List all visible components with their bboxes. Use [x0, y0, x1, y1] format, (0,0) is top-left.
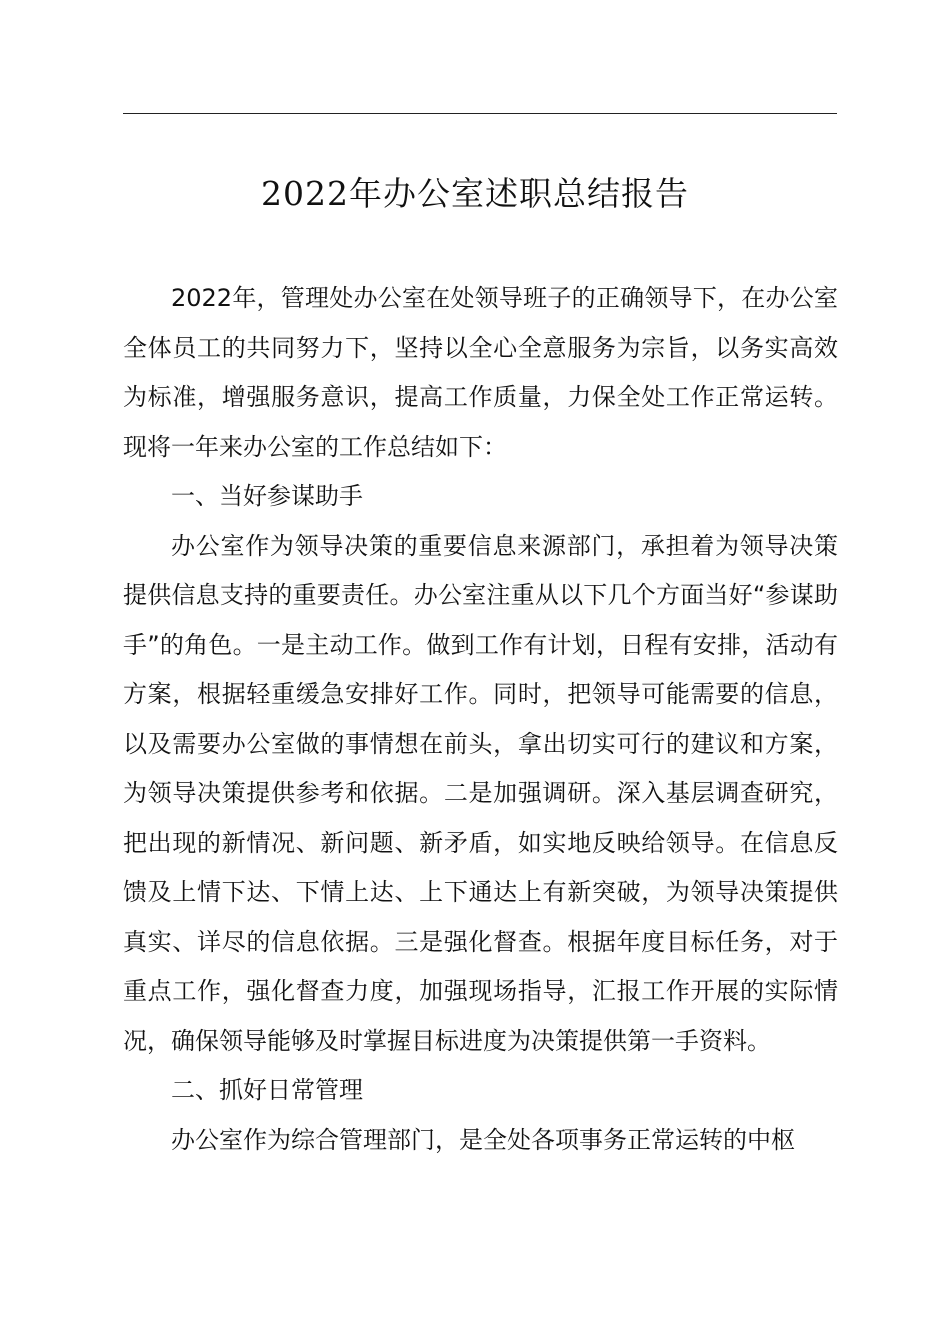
section-heading-1: 一、当好参谋助手 — [171, 482, 363, 510]
header-rule — [123, 113, 837, 114]
intro-paragraph: 2022年，管理处办公室在处领导班子的正确领导下，在办公室全体员工的共同努力下，坚持以全心全意服务为宗旨，以务实高效为标准，增强服务意识，提高工作质量，力保全处工作正常运转。现将一年来办公室的工作总结如下： — [123, 284, 838, 461]
document-title: 2022年办公室述职总结报告 — [261, 174, 689, 213]
section-2-paragraph: 办公室作为综合管理部门，是全处各项事务正常运转的中枢 — [171, 1125, 795, 1154]
section-heading-2: 二、抓好日常管理 — [171, 1076, 363, 1104]
section-1-paragraph: 办公室作为领导决策的重要信息来源部门，承担着为领导决策提供信息支持的重要责任。办公室注重从以下几个方面当好“参谋助手”的角色。一是主动工作。做到工作有计划，日程有安排，活动有方案，根据轻重缓急安排好工作。同时，把领导可能需要的信息，以及需要办公室做的事情想在前头，拿出切实可行的建议和方案，为领导决策提供参考和依据。二是加强调研。深入基层调查研究，把出现的新情况、新问题、新矛盾，如实地反映给领导。在信息反馈及上情下达、下情上达、上下通达上有新突破，为领导决策提供真实、详尽的信息依据。三是强化督查。根据年度目标任务，对于重点工作，强化督查力度，加强现场指导，汇报工作开展的实际情况，确保领导能够及时掌握目标进度为决策提供第一手资料。 — [123, 531, 838, 1055]
document-body — [123, 274, 838, 1165]
